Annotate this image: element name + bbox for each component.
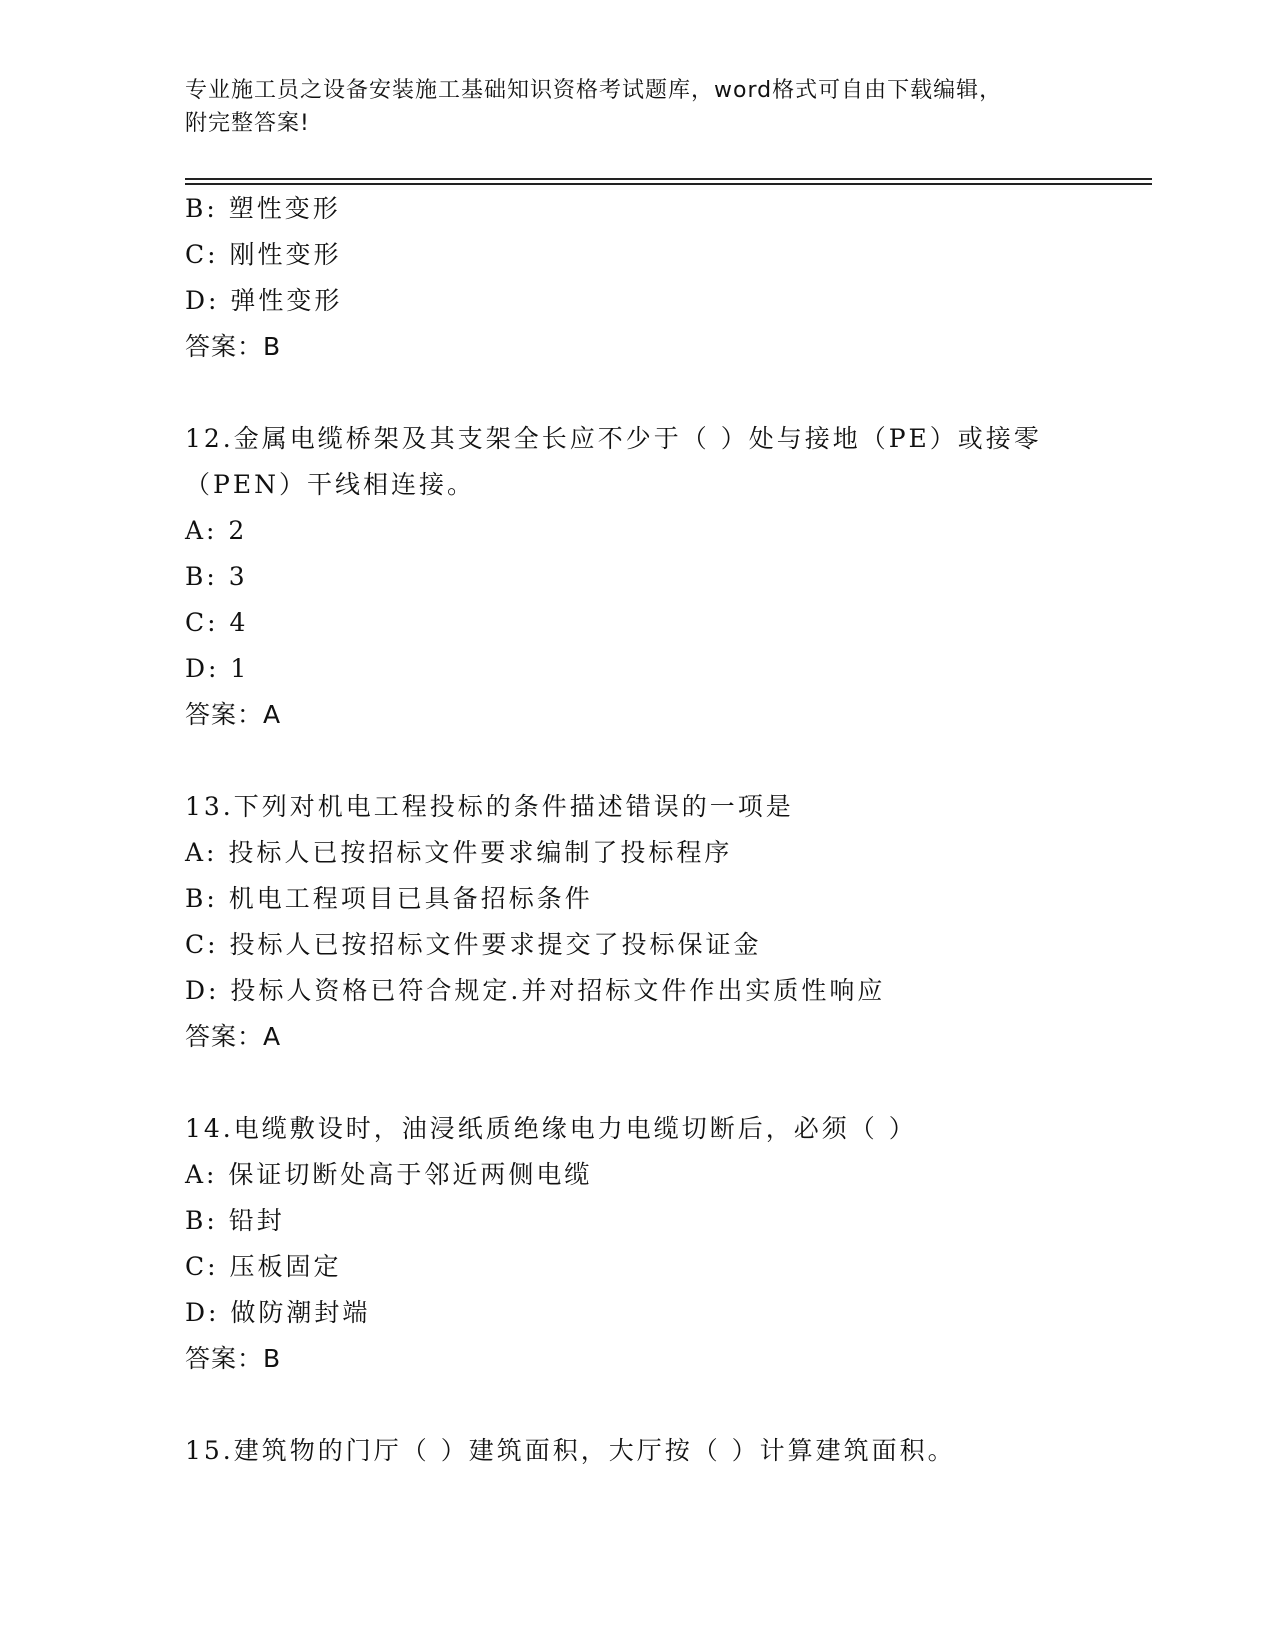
option-d: D: 1 — [185, 654, 250, 683]
option-b: B: 3 — [185, 562, 248, 591]
question-13 — [185, 784, 1085, 1060]
spacer — [185, 1060, 1085, 1106]
question-stem: 12.金属电缆桥架及其支架全长应不少于（ ）处与接地（PE）或接零 — [185, 424, 1042, 453]
option-b: B: 机电工程项目已具备招标条件 — [185, 884, 593, 913]
header-rule-bottom — [185, 183, 1152, 185]
question-stem: 14.电缆敷设时，油浸纸质绝缘电力电缆切断后，必须（ ） — [185, 1114, 917, 1143]
option-a: A: 保证切断处高于邻近两侧电缆 — [185, 1160, 593, 1189]
question-list — [185, 186, 1085, 1474]
question-12 — [185, 416, 1085, 738]
question-stem: 15.建筑物的门厅（ ）建筑面积，大厅按（ ）计算建筑面积。 — [185, 1436, 956, 1465]
option-c: C: 刚性变形 — [185, 240, 342, 269]
spacer — [185, 738, 1085, 784]
answer: 答案：A — [185, 700, 282, 729]
question-stem: 13.下列对机电工程投标的条件描述错误的一项是 — [185, 792, 794, 821]
document-header — [185, 74, 1065, 140]
option-a: A: 投标人已按招标文件要求编制了投标程序 — [185, 838, 733, 867]
option-b: B: 铅封 — [185, 1206, 285, 1235]
option-c: C: 投标人已按招标文件要求提交了投标保证金 — [185, 930, 762, 959]
header-rule-top — [185, 178, 1152, 180]
header-line-2: 附完整答案! — [185, 111, 310, 136]
answer: 答案：B — [185, 332, 282, 361]
option-b: B: 塑性变形 — [185, 194, 341, 223]
question-11 — [185, 186, 1085, 370]
answer: 答案：B — [185, 1344, 282, 1373]
option-a: A: 2 — [185, 516, 248, 545]
option-d: D: 做防潮封端 — [185, 1298, 371, 1327]
question-stem-continued: （PEN）干线相连接。 — [185, 470, 475, 499]
spacer — [185, 370, 1085, 416]
header-line-1: 专业施工员之设备安装施工基础知识资格考试题库，word格式可自由下载编辑， — [185, 78, 1003, 103]
option-d: D: 弹性变形 — [185, 286, 343, 315]
option-d: D: 投标人资格已符合规定.并对招标文件作出实质性响应 — [185, 976, 886, 1005]
option-c: C: 4 — [185, 608, 249, 637]
question-14 — [185, 1106, 1085, 1382]
option-c: C: 压板固定 — [185, 1252, 342, 1281]
question-15 — [185, 1428, 1085, 1474]
spacer — [185, 1382, 1085, 1428]
answer: 答案：A — [185, 1022, 282, 1051]
